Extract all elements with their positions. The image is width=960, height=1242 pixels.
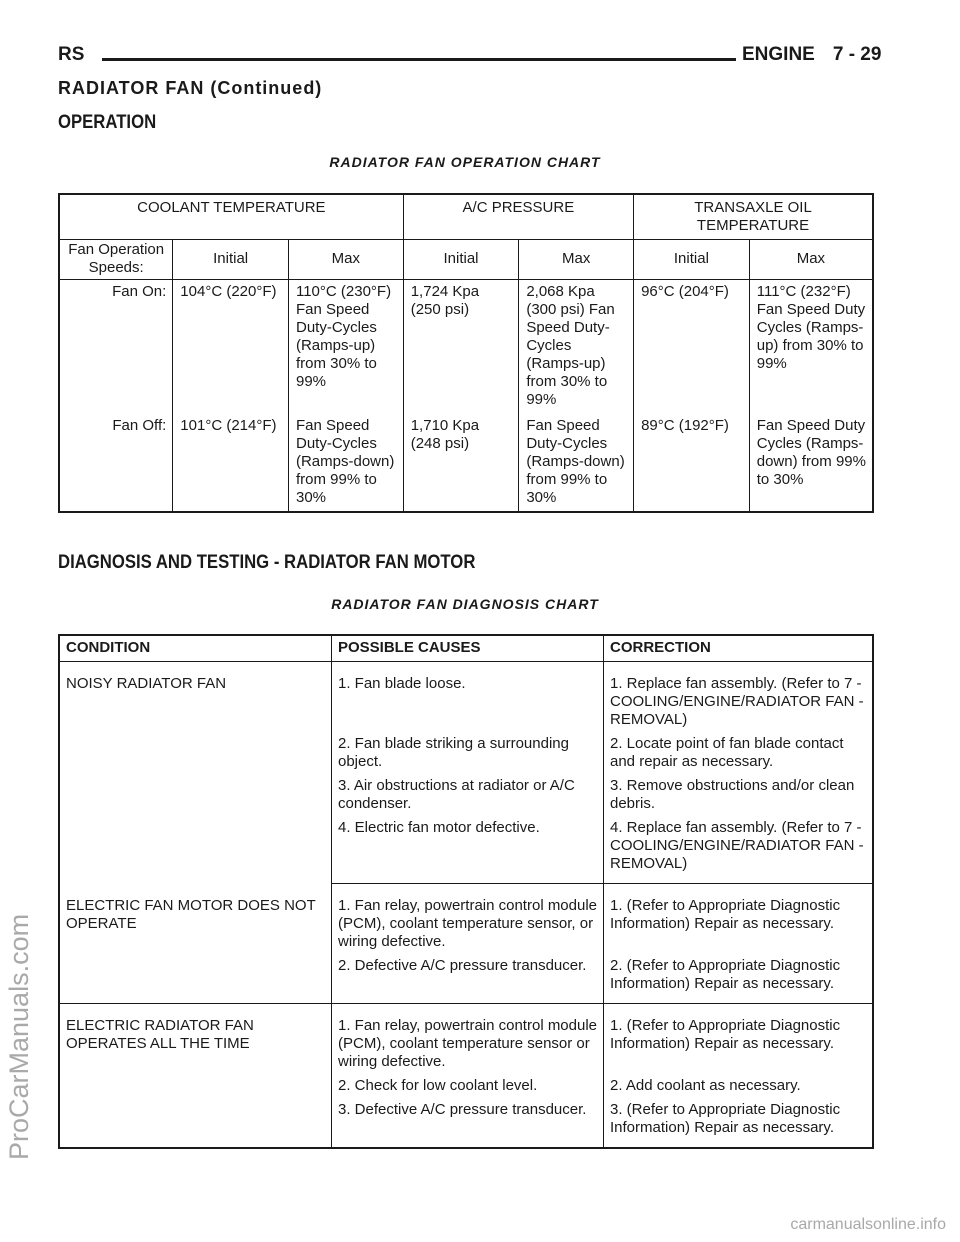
table-cell: 2,068 Kpa (300 psi) Fan Speed Duty-Cycles (Ramps-up) from 30% to 99% bbox=[519, 280, 634, 416]
table-cell: 1,724 Kpa (250 psi) bbox=[403, 280, 519, 416]
header-code: RS bbox=[58, 44, 85, 65]
header-section bbox=[742, 44, 881, 66]
cause-cell: 2. Defective A/C pressure transducer. bbox=[332, 953, 604, 1004]
operation-chart-table bbox=[58, 193, 874, 513]
table-cell: Fan Speed Duty-Cycles (Ramps-down) from 99% to 30% bbox=[519, 415, 634, 512]
cause-cell: 3. Defective A/C pressure transducer. bbox=[332, 1097, 604, 1148]
header-coolant-temperature: COOLANT TEMPERATURE bbox=[59, 194, 403, 240]
operation-chart-title: RADIATOR FAN OPERATION CHART bbox=[329, 154, 601, 170]
table-cell: Fan Speed Duty Cycles (Ramps-down) from 99% to 30% bbox=[756, 417, 866, 488]
correction-cell: 2. (Refer to Appropriate Diagnostic Information) Repair as necessary. bbox=[604, 953, 874, 1004]
sub-header: Initial bbox=[634, 240, 750, 280]
header-possible-causes: POSSIBLE CAUSES bbox=[332, 635, 604, 662]
correction-cell: 4. Replace fan assembly. (Refer to 7 - COOLING/ENGINE/RADIATOR FAN - REMOVAL) bbox=[604, 815, 874, 884]
correction-cell: 3. Remove obstructions and/or clean debris. bbox=[610, 777, 855, 812]
header-ac-pressure: A/C PRESSURE bbox=[403, 194, 633, 240]
diagnosis-header-row bbox=[59, 635, 873, 662]
table-cell: 89°C (192°F) bbox=[634, 415, 750, 512]
sub-header: Initial bbox=[173, 240, 289, 280]
table-cell: 1,710 Kpa (248 psi) bbox=[403, 415, 519, 512]
correction-cell: 2. Locate point of fan blade contact and repair as necessary. bbox=[610, 735, 844, 770]
table-cell: 104°C (220°F) bbox=[173, 280, 289, 416]
cause-cell: 1. Fan relay, powertrain control module (PCM), coolant temperature sensor or wiring defective. bbox=[332, 1004, 604, 1074]
sub-header: Initial bbox=[403, 240, 519, 280]
table-row bbox=[59, 884, 873, 954]
sub-header: Max bbox=[519, 240, 634, 280]
table-cell: 110°C (230°F) Fan Speed Duty-Cycles (Ramps-up) from 30% to 99% bbox=[288, 280, 403, 416]
continued-title: RADIATOR FAN (Continued) bbox=[58, 78, 323, 98]
header-correction: CORRECTION bbox=[604, 635, 874, 662]
cause-cell: 4. Electric fan motor defective. bbox=[332, 815, 604, 884]
table-row bbox=[59, 662, 873, 732]
cause-cell: 2. Fan blade striking a surrounding object. bbox=[332, 731, 604, 773]
cause-cell: 1. Fan relay, powertrain control module (PCM), coolant temperature sensor, or wiring defective. bbox=[332, 884, 604, 954]
table-cell: 111°C (232°F) Fan Speed Duty Cycles (Ramps-up) from 30% to 99% bbox=[756, 283, 866, 372]
correction-cell: 1. (Refer to Appropriate Diagnostic Information) Repair as necessary. bbox=[610, 1017, 841, 1052]
row-label: Fan On: bbox=[59, 280, 173, 416]
row-label: Fan Off: bbox=[59, 415, 173, 512]
correction-cell: 1. (Refer to Appropriate Diagnostic Information) Repair as necessary. bbox=[610, 897, 841, 932]
fan-on-row bbox=[59, 280, 873, 416]
watermark-bottom: carmanualsonline.info bbox=[790, 1216, 946, 1233]
fan-off-row bbox=[59, 415, 873, 512]
watermark-side: ProCarManuals.com bbox=[4, 913, 34, 1160]
table-cell: 96°C (204°F) bbox=[634, 280, 750, 416]
diagnosis-title: DIAGNOSIS AND TESTING - RADIATOR FAN MOTOR bbox=[58, 552, 476, 573]
cause-cell: 1. Fan blade loose. bbox=[332, 662, 604, 732]
sub-header: Max bbox=[288, 240, 403, 280]
operation-title: OPERATION bbox=[58, 112, 157, 133]
header-transaxle-oil-temperature: TRANSAXLE OIL TEMPERATURE bbox=[694, 199, 812, 234]
condition-cell: ELECTRIC FAN MOTOR DOES NOT OPERATE bbox=[59, 884, 332, 1004]
correction-cell: 2. Add coolant as necessary. bbox=[610, 1077, 801, 1094]
correction-cell: 3. (Refer to Appropriate Diagnostic Information) Repair as necessary. bbox=[610, 1101, 841, 1136]
correction-cell: 1. Replace fan assembly. (Refer to 7 - COOLING/ENGINE/RADIATOR FAN - REMOVAL) bbox=[610, 675, 864, 728]
section-name: ENGINE bbox=[742, 44, 815, 65]
operation-header-row bbox=[59, 194, 873, 240]
diagnosis-chart-table bbox=[58, 634, 874, 1149]
page-number: 7 - 29 bbox=[832, 44, 882, 65]
header-condition: CONDITION bbox=[59, 635, 332, 662]
sub-header: Max bbox=[796, 250, 826, 267]
header-rule bbox=[102, 58, 736, 61]
fan-speeds-label: Fan Operation Speeds: bbox=[59, 240, 173, 280]
condition-cell: NOISY RADIATOR FAN bbox=[59, 662, 332, 884]
table-row bbox=[59, 1004, 873, 1074]
table-cell: 101°C (214°F) bbox=[173, 415, 289, 512]
cause-cell: 3. Air obstructions at radiator or A/C condenser. bbox=[332, 773, 604, 815]
condition-cell: ELECTRIC RADIATOR FAN OPERATES ALL THE TIME bbox=[59, 1004, 332, 1149]
diagnosis-chart-title: RADIATOR FAN DIAGNOSIS CHART bbox=[331, 596, 599, 612]
operation-speeds-row bbox=[59, 240, 873, 280]
table-cell: Fan Speed Duty-Cycles (Ramps-down) from 99% to 30% bbox=[288, 415, 403, 512]
cause-cell: 2. Check for low coolant level. bbox=[332, 1073, 604, 1097]
